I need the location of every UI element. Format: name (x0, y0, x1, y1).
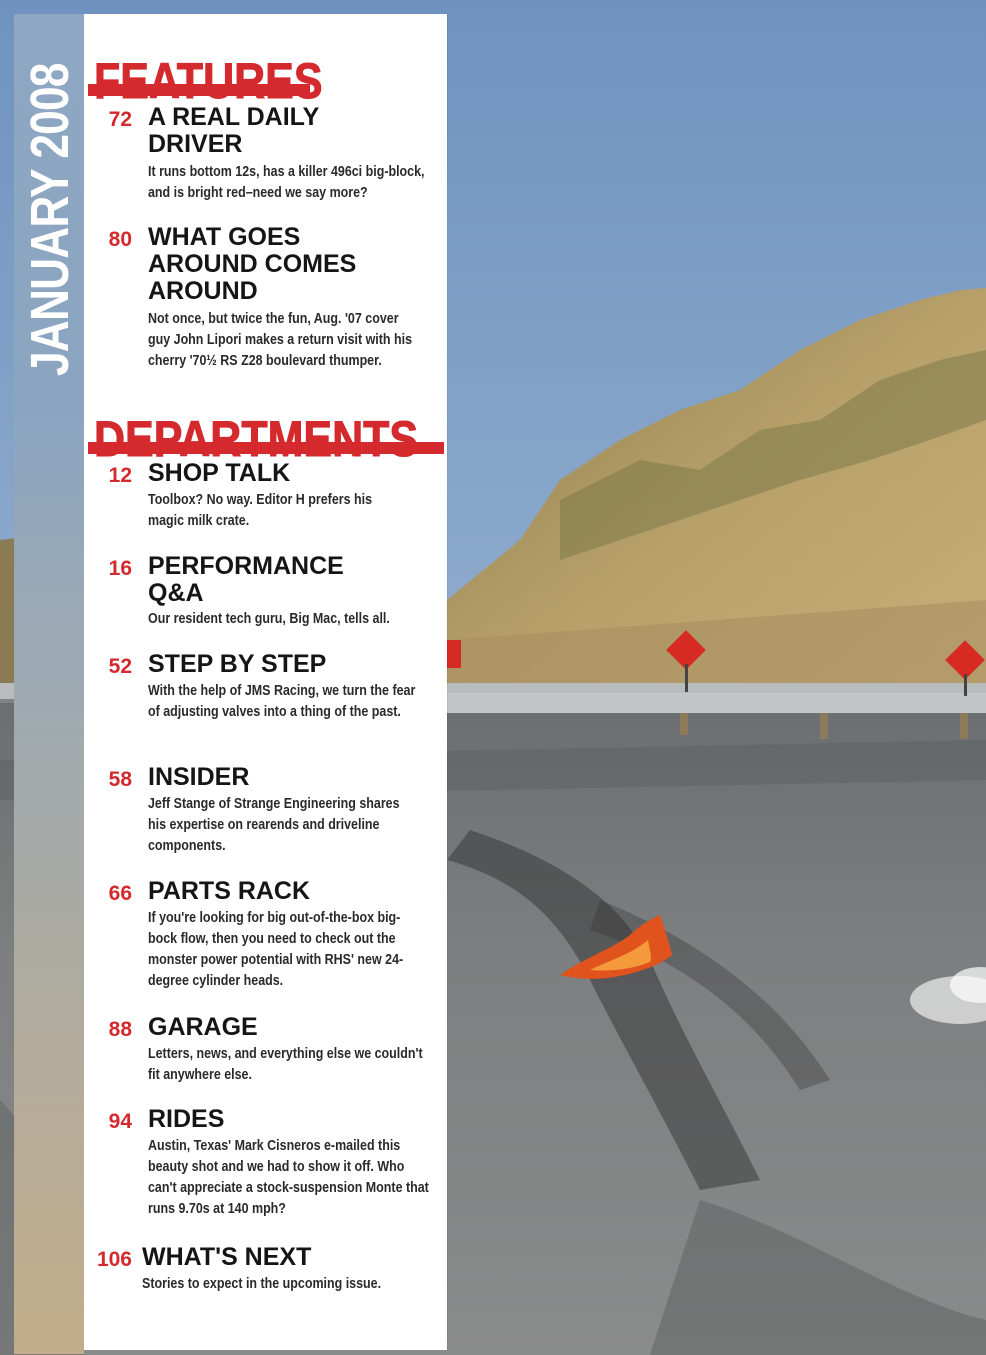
entry-description: With the help of JMS Racing, we turn the fear of adjusting valves into a thing of the past. (148, 683, 416, 720)
departments-heading-text: DEPARTMENTS (94, 411, 419, 467)
entry-title: INSIDER (148, 763, 250, 791)
issue-date-label: JANUARY 2008 (20, 63, 80, 376)
toc-entry-insider[interactable] (88, 764, 440, 859)
toc-entry-performance-qa[interactable] (88, 553, 440, 633)
entry-description: It runs bottom 12s, has a killer 496ci big-block, and is bright red–need we say more? (148, 164, 425, 201)
entry-page-number: 88 (108, 1018, 132, 1041)
toc-entry-parts-rack[interactable] (88, 878, 440, 998)
entry-title: A REAL DAILY DRIVER (148, 103, 319, 158)
toc-entry-garage[interactable] (88, 1014, 440, 1089)
toc-entry-whats-next[interactable] (88, 1244, 440, 1304)
departments-heading (88, 411, 444, 467)
entry-description: Stories to expect in the upcoming issue. (142, 1276, 382, 1292)
entry-description: Toolbox? No way. Editor H prefers his magic milk crate. (148, 492, 373, 529)
entry-title: PERFORMANCE Q&A (148, 552, 344, 607)
entry-page-number: 58 (108, 768, 132, 791)
entry-description: Not once, but twice the fun, Aug. '07 cover guy John Lipori makes a return visit with his cherry '70½ RS Z28 boulevard thumper. (148, 311, 413, 369)
entry-page-number: 72 (108, 108, 132, 131)
entry-description: Our resident tech guru, Big Mac, tells all. (148, 611, 390, 627)
entry-page-number: 94 (108, 1110, 132, 1133)
entry-title: WHAT'S NEXT (142, 1243, 312, 1271)
entry-title: PARTS RACK (148, 877, 311, 905)
entry-page-number: 52 (108, 655, 132, 678)
entry-description: If you're looking for big out-of-the-box big-bock flow, then you need to check out the monster power potential with RHS' new 24-degree cylinder heads. (148, 910, 404, 989)
entry-title: RIDES (148, 1105, 225, 1133)
entry-title: STEP BY STEP (148, 650, 327, 678)
entry-page-number: 80 (108, 228, 132, 251)
entry-description: Austin, Texas' Mark Cisneros e-mailed this beauty shot and we had to show it off. Who can't appreciate a stock-suspension Monte that runs 9.70s at 140 mph? (148, 1138, 429, 1217)
entry-page-number: 66 (108, 882, 132, 905)
entry-description: Letters, news, and everything else we couldn't fit anywhere else. (148, 1046, 423, 1083)
toc-entry-rides[interactable] (88, 1106, 440, 1226)
features-heading (88, 53, 323, 109)
entry-page-number: 12 (108, 464, 132, 487)
toc-entry-feature-1[interactable] (88, 104, 440, 214)
entry-title: SHOP TALK (148, 459, 291, 487)
entry-page-number: 106 (96, 1248, 132, 1271)
entry-page-number: 16 (108, 557, 132, 580)
entry-description: Jeff Stange of Strange Engineering shares his expertise on rearends and driveline components. (148, 796, 400, 854)
features-heading-text: FEATURES (94, 53, 323, 109)
toc-entry-step-by-step[interactable] (88, 651, 440, 746)
entry-title: GARAGE (148, 1013, 258, 1041)
toc-entry-feature-2[interactable] (88, 224, 440, 394)
entry-title: WHAT GOES AROUND COMES AROUND (148, 223, 357, 305)
toc-entry-shop-talk[interactable] (88, 460, 440, 540)
